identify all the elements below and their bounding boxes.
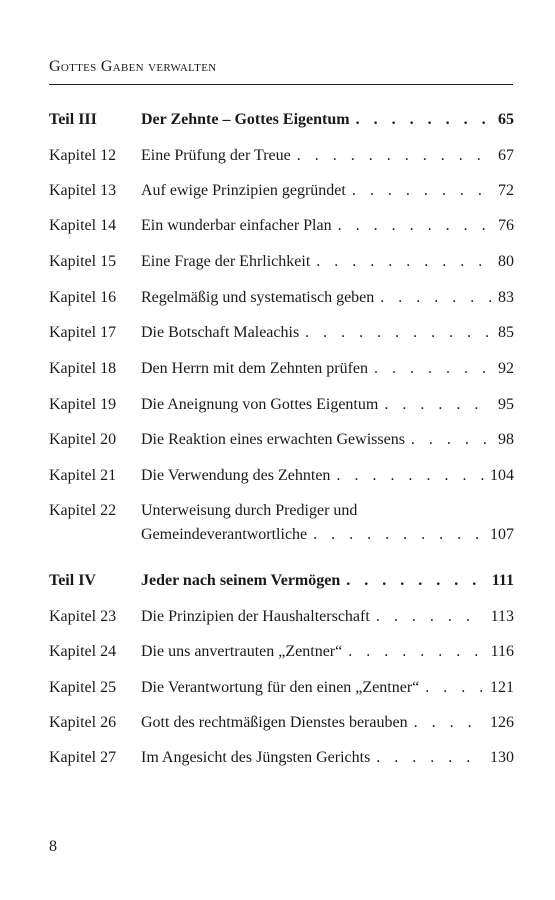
toc-label: Kapitel 24	[49, 643, 117, 660]
toc-title: Im Angesicht des Jüngsten Gerichts	[141, 749, 371, 766]
toc-entry	[141, 393, 514, 417]
toc-label: Kapitel 26	[49, 714, 117, 731]
toc-page-number: 83	[498, 289, 514, 306]
toc-title-line	[141, 357, 514, 381]
toc-title-line	[141, 464, 514, 488]
dot-leader	[348, 640, 484, 664]
toc-label: Kapitel 13	[49, 182, 117, 199]
dot-leader	[297, 144, 492, 168]
toc-page-number: 92	[498, 360, 514, 377]
toc-label: Kapitel 25	[49, 679, 117, 696]
toc-entry	[141, 428, 514, 452]
toc-title: Gott des rechtmäßigen Dienstes berauben	[141, 714, 408, 731]
toc-title: Die Reaktion eines erwachten Gewissens	[141, 431, 405, 448]
toc-page-number: 104	[490, 467, 514, 484]
running-header: Gottes Gaben verwalten	[49, 58, 217, 75]
toc-title-line	[141, 640, 514, 664]
toc-title-line	[141, 605, 514, 629]
toc-label: Kapitel 14	[49, 217, 117, 234]
toc-entry	[141, 640, 514, 664]
toc-title: Die uns anvertrauten „Zentner“	[141, 643, 343, 660]
toc-title: Die Aneignung von Gottes Eigentum	[141, 396, 379, 413]
toc-title: Der Zehnte – Gottes Eigentum	[141, 111, 350, 128]
dot-leader	[313, 523, 484, 547]
toc-title-line	[141, 499, 514, 523]
toc-page-number: 80	[498, 253, 514, 270]
dot-leader	[380, 286, 492, 310]
toc-entry	[141, 499, 514, 547]
toc-title-line	[141, 250, 514, 274]
toc-title-line	[141, 428, 514, 452]
toc-page-number: 107	[490, 526, 514, 543]
toc-title: Die Prinzipien der Haushalterschaft	[141, 608, 370, 625]
dot-leader	[384, 393, 492, 417]
toc-page-number: 85	[498, 324, 514, 341]
toc-label: Kapitel 16	[49, 289, 117, 306]
toc-label: Kapitel 18	[49, 360, 117, 377]
dot-leader	[338, 214, 492, 238]
toc-label: Kapitel 12	[49, 147, 117, 164]
toc-page-number: 72	[498, 182, 514, 199]
toc-title-line	[141, 286, 514, 310]
dot-leader	[352, 179, 492, 203]
toc-entry	[141, 250, 514, 274]
toc-page-number: 116	[490, 643, 514, 660]
dot-leader	[411, 428, 492, 452]
dot-leader	[356, 108, 492, 132]
dot-leader	[374, 357, 492, 381]
toc-entry	[141, 179, 514, 203]
toc-page-number: 98	[498, 431, 514, 448]
toc-title-line	[141, 569, 514, 593]
toc-title-line	[141, 711, 514, 735]
toc-label: Teil IV	[49, 572, 96, 589]
toc-label: Kapitel 19	[49, 396, 117, 413]
toc-page-number: 67	[498, 147, 514, 164]
toc-title: Ein wunderbar einfacher Plan	[141, 217, 332, 234]
toc-page-number: 121	[490, 679, 514, 696]
toc-title: Unterweisung durch Prediger und	[141, 502, 358, 519]
toc-page-number: 111	[491, 572, 514, 589]
toc-title: Die Botschaft Maleachis	[141, 324, 300, 341]
header-rule	[49, 84, 513, 85]
toc-entry	[141, 357, 514, 381]
toc-title: Eine Prüfung der Treue	[141, 147, 291, 164]
toc-title-line	[141, 523, 514, 547]
toc-entry	[141, 108, 514, 132]
toc-title: Die Verantwortung für den einen „Zentner“	[141, 679, 420, 696]
toc-title: Eine Frage der Ehrlichkeit	[141, 253, 311, 270]
toc-title-line	[141, 676, 514, 700]
toc-title: Auf ewige Prinzipien gegründet	[141, 182, 346, 199]
toc-entry	[141, 286, 514, 310]
toc-page-number: 76	[498, 217, 514, 234]
dot-leader	[346, 569, 486, 593]
toc-entry	[141, 746, 514, 770]
toc-title: Den Herrn mit dem Zehnten prüfen	[141, 360, 369, 377]
dot-leader	[305, 321, 492, 345]
toc-label: Teil III	[49, 111, 97, 128]
toc-title: Gemeindeverantwortliche	[141, 526, 308, 543]
toc-title-line	[141, 321, 514, 345]
toc-title: Jeder nach seinem Vermögen	[141, 572, 341, 589]
toc-title-line	[141, 746, 514, 770]
toc-entry	[141, 569, 514, 593]
toc-page-number: 113	[490, 608, 514, 625]
toc-title-line	[141, 179, 514, 203]
toc-label: Kapitel 27	[49, 749, 117, 766]
toc-page-number: 65	[498, 111, 514, 128]
toc-entry	[141, 144, 514, 168]
toc-page-number: 126	[490, 714, 514, 731]
toc-title-line	[141, 108, 514, 132]
dot-leader	[414, 711, 484, 735]
toc-label: Kapitel 17	[49, 324, 117, 341]
toc-title: Die Verwendung des Zehnten	[141, 467, 331, 484]
dot-leader	[376, 746, 484, 770]
toc-label: Kapitel 21	[49, 467, 117, 484]
toc-entry	[141, 605, 514, 629]
toc-label: Kapitel 15	[49, 253, 117, 270]
toc-entry	[141, 711, 514, 735]
toc-entry	[141, 676, 514, 700]
page-number: 8	[49, 838, 57, 855]
toc-title-line	[141, 144, 514, 168]
toc-title: Regelmäßig und systematisch geben	[141, 289, 375, 306]
toc-entry	[141, 321, 514, 345]
dot-leader	[425, 676, 484, 700]
dot-leader	[336, 464, 484, 488]
toc-label: Kapitel 20	[49, 431, 117, 448]
toc-page-number: 95	[498, 396, 514, 413]
toc-label: Kapitel 22	[49, 502, 117, 519]
toc-entry	[141, 214, 514, 238]
toc-page-number: 130	[490, 749, 514, 766]
dot-leader	[376, 605, 485, 629]
toc-entry	[141, 464, 514, 488]
toc-title-line	[141, 393, 514, 417]
toc-title-line	[141, 214, 514, 238]
dot-leader	[316, 250, 492, 274]
toc-label: Kapitel 23	[49, 608, 117, 625]
